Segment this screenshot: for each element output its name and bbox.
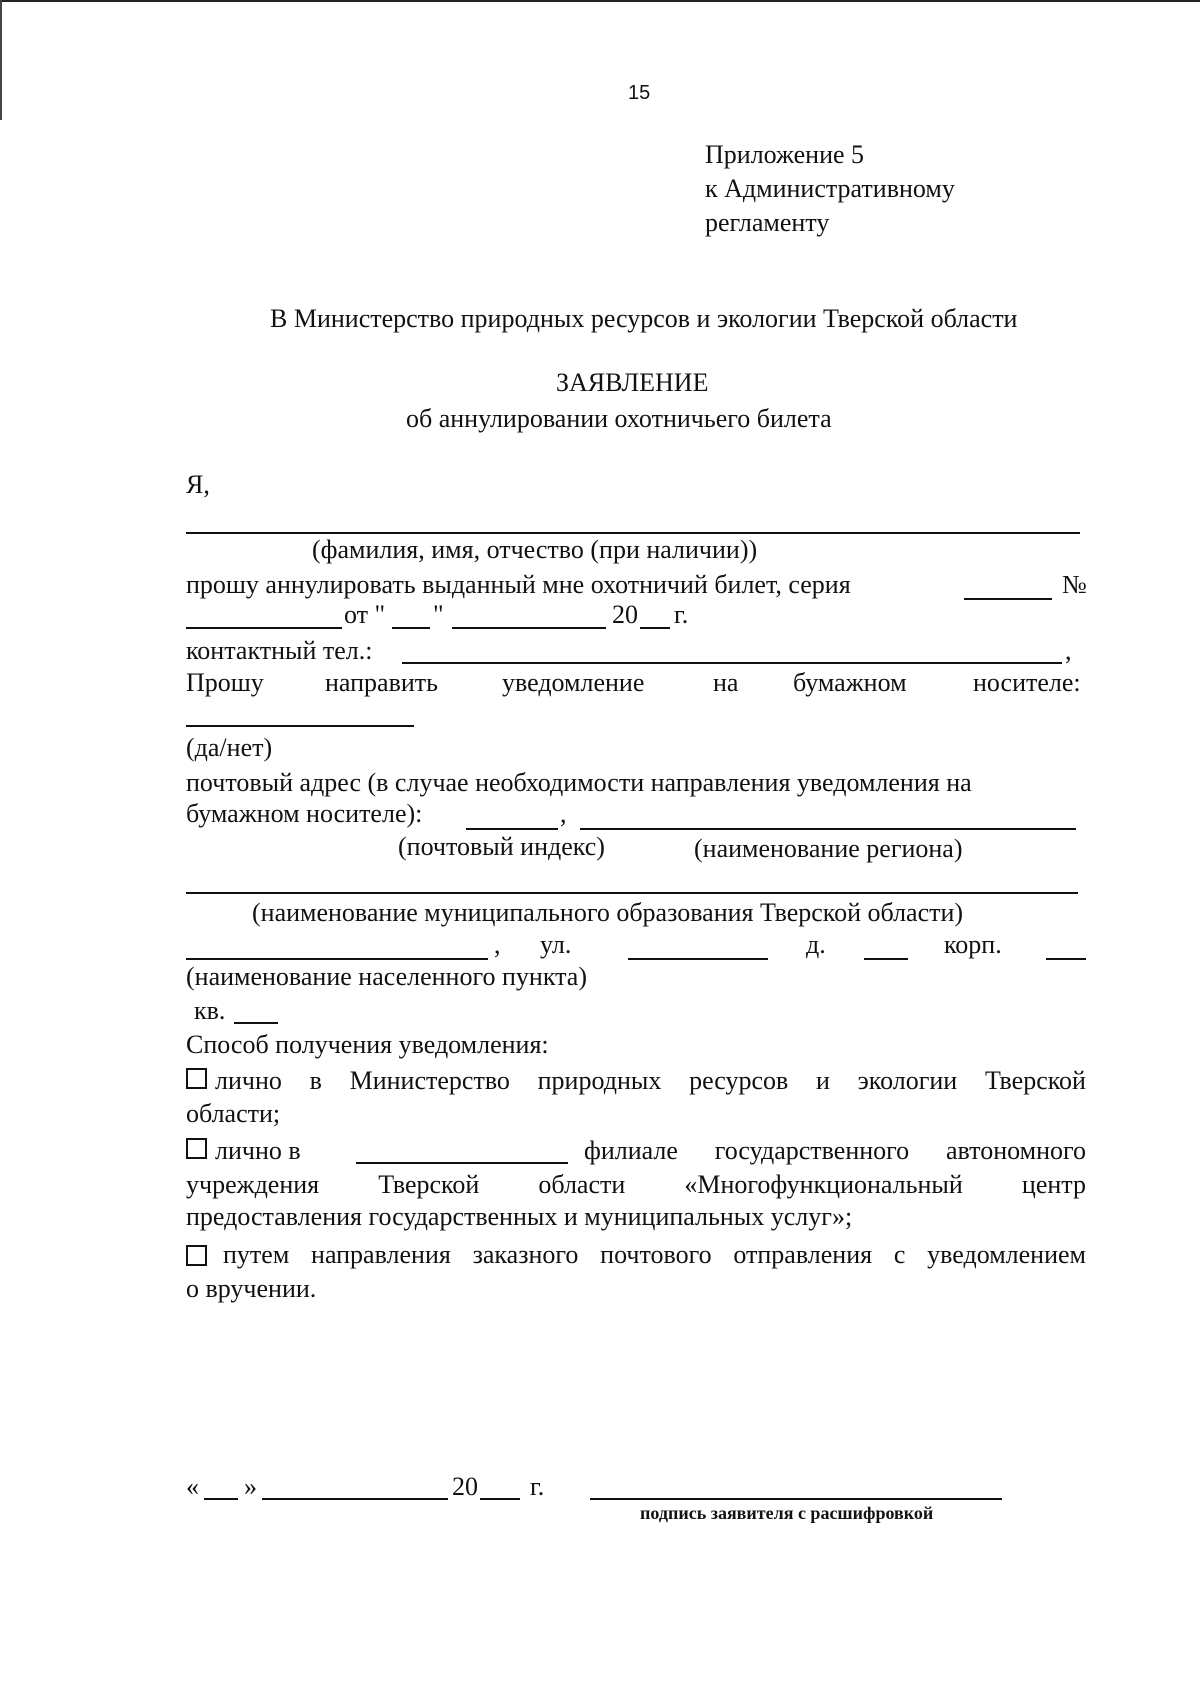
series-field[interactable]	[964, 598, 1052, 600]
paper-notice-word-6: носителе:	[973, 668, 1081, 697]
paper-notice-word-1: Прошу	[186, 668, 264, 697]
footer-year-field[interactable]	[480, 1498, 520, 1500]
building-label: корп.	[944, 930, 1002, 959]
page-number: 15	[628, 82, 651, 104]
footer-g-label: г.	[530, 1472, 545, 1501]
option-3-text: путем направления заказного почтового отправления с уведомлением	[223, 1240, 1086, 1269]
paper-notice-word-3: уведомление	[502, 668, 645, 697]
addressee: В Министерство природных ресурсов и экологии Тверской области	[270, 304, 1018, 333]
footer-day-field[interactable]	[204, 1498, 238, 1500]
contact-label: контактный тел.:	[186, 636, 373, 665]
footer-month-field[interactable]	[262, 1498, 448, 1500]
date-year-field[interactable]	[640, 627, 670, 629]
receipt-option-3-line-2: о вручении.	[186, 1274, 317, 1303]
footer-quote-open: «	[186, 1472, 199, 1501]
word: «Многофункциональный	[684, 1170, 963, 1199]
word: Тверской	[984, 1066, 1086, 1095]
date-day-field[interactable]	[392, 627, 430, 629]
footer-year-prefix: 20	[452, 1472, 478, 1501]
word: Министерство	[349, 1066, 510, 1095]
paper-notice-word-2: направить	[325, 668, 438, 697]
word: ресурсов	[689, 1066, 789, 1095]
receipt-option-2-line-1-end	[584, 1136, 1086, 1166]
receipt-option-2-checkbox[interactable]	[186, 1138, 207, 1159]
street-label: ул.	[540, 930, 572, 959]
option-2-text-end: филиале государственного автономного	[584, 1136, 1086, 1165]
paper-notice-word-5: бумажном	[793, 668, 907, 697]
date-quote-close: "	[433, 600, 444, 629]
region-caption: (наименование региона)	[694, 834, 963, 863]
ticket-number-field[interactable]	[186, 627, 342, 629]
word: области	[538, 1170, 626, 1199]
postal-address-line-2: бумажном носителе):	[186, 799, 423, 828]
receipt-option-2-line-1-start	[186, 1136, 301, 1166]
municipal-field[interactable]	[186, 892, 1078, 894]
receipt-option-3-checkbox[interactable]	[186, 1245, 207, 1266]
receipt-option-1-line-2: области;	[186, 1099, 281, 1128]
house-field[interactable]	[864, 958, 908, 960]
number-sign: №	[1062, 570, 1087, 599]
word: в	[309, 1066, 322, 1095]
footer-quote-close: »	[244, 1472, 257, 1501]
house-label: д.	[806, 930, 826, 959]
flat-label: кв.	[194, 996, 226, 1025]
settlement-field[interactable]	[186, 958, 488, 960]
applicant-prefix: Я,	[186, 470, 210, 499]
postal-index-field[interactable]	[466, 828, 558, 830]
word: учреждения	[186, 1170, 320, 1199]
receipt-option-1-checkbox[interactable]	[186, 1068, 207, 1089]
municipal-caption: (наименование муниципального образования Тверской области)	[252, 898, 964, 927]
receipt-option-3-line-1	[186, 1240, 1086, 1270]
page-border-left	[0, 0, 2, 120]
postal-address-line-1: почтовый адрес (в случае необходимости направления уведомления на	[186, 768, 972, 797]
appendix-line-2: к Административному	[705, 174, 955, 203]
paper-notice-answer-field[interactable]	[186, 725, 414, 727]
receipt-option-2-line-3: предоставления государственных и муниципальных услуг»;	[186, 1202, 853, 1231]
document-title: ЗАЯВЛЕНИЕ	[556, 368, 709, 397]
appendix-line-3: регламенту	[705, 208, 830, 237]
paper-notice-word-4: на	[713, 668, 739, 697]
fio-caption: (фамилия, имя, отчество (при наличии))	[312, 535, 758, 564]
page-border-top	[0, 0, 1200, 2]
date-g-label: г.	[674, 600, 689, 629]
region-field[interactable]	[580, 828, 1076, 830]
signature-caption: подпись заявителя с расшифровкой	[640, 1503, 934, 1523]
word: и	[815, 1066, 830, 1095]
word: лично	[215, 1066, 282, 1095]
mfc-branch-field[interactable]	[356, 1162, 568, 1164]
receipt-option-2-line-2	[186, 1170, 1086, 1200]
word: Тверской	[378, 1170, 480, 1199]
settlement-caption: (наименование населенного пункта)	[186, 962, 587, 991]
postal-index-caption: (почтовый индекс)	[398, 832, 605, 861]
receipt-heading: Способ получения уведомления:	[186, 1030, 549, 1059]
appendix-line-1: Приложение 5	[705, 140, 865, 169]
paper-notice-caption: (да/нет)	[186, 733, 273, 762]
street-field[interactable]	[628, 958, 768, 960]
settlement-comma: ,	[494, 930, 501, 959]
contact-phone-field[interactable]	[402, 662, 1062, 664]
building-field[interactable]	[1046, 958, 1086, 960]
signature-field[interactable]	[590, 1498, 1002, 1500]
date-year-prefix: 20	[612, 600, 638, 629]
fio-line[interactable]	[186, 532, 1080, 534]
word: природных	[537, 1066, 662, 1095]
contact-comma: ,	[1065, 636, 1072, 665]
flat-field[interactable]	[234, 1022, 278, 1024]
word: экологии	[857, 1066, 958, 1095]
option-2-text: лично в	[215, 1136, 301, 1165]
word: центр	[1021, 1170, 1086, 1199]
date-month-field[interactable]	[452, 627, 606, 629]
receipt-option-1-line-1	[186, 1066, 1086, 1096]
date-ot-label: от "	[344, 600, 386, 629]
request-text: прошу аннулировать выданный мне охотничий билет, серия	[186, 570, 851, 599]
document-subtitle: об аннулировании охотничьего билета	[406, 404, 832, 433]
postal-comma: ,	[560, 799, 567, 828]
